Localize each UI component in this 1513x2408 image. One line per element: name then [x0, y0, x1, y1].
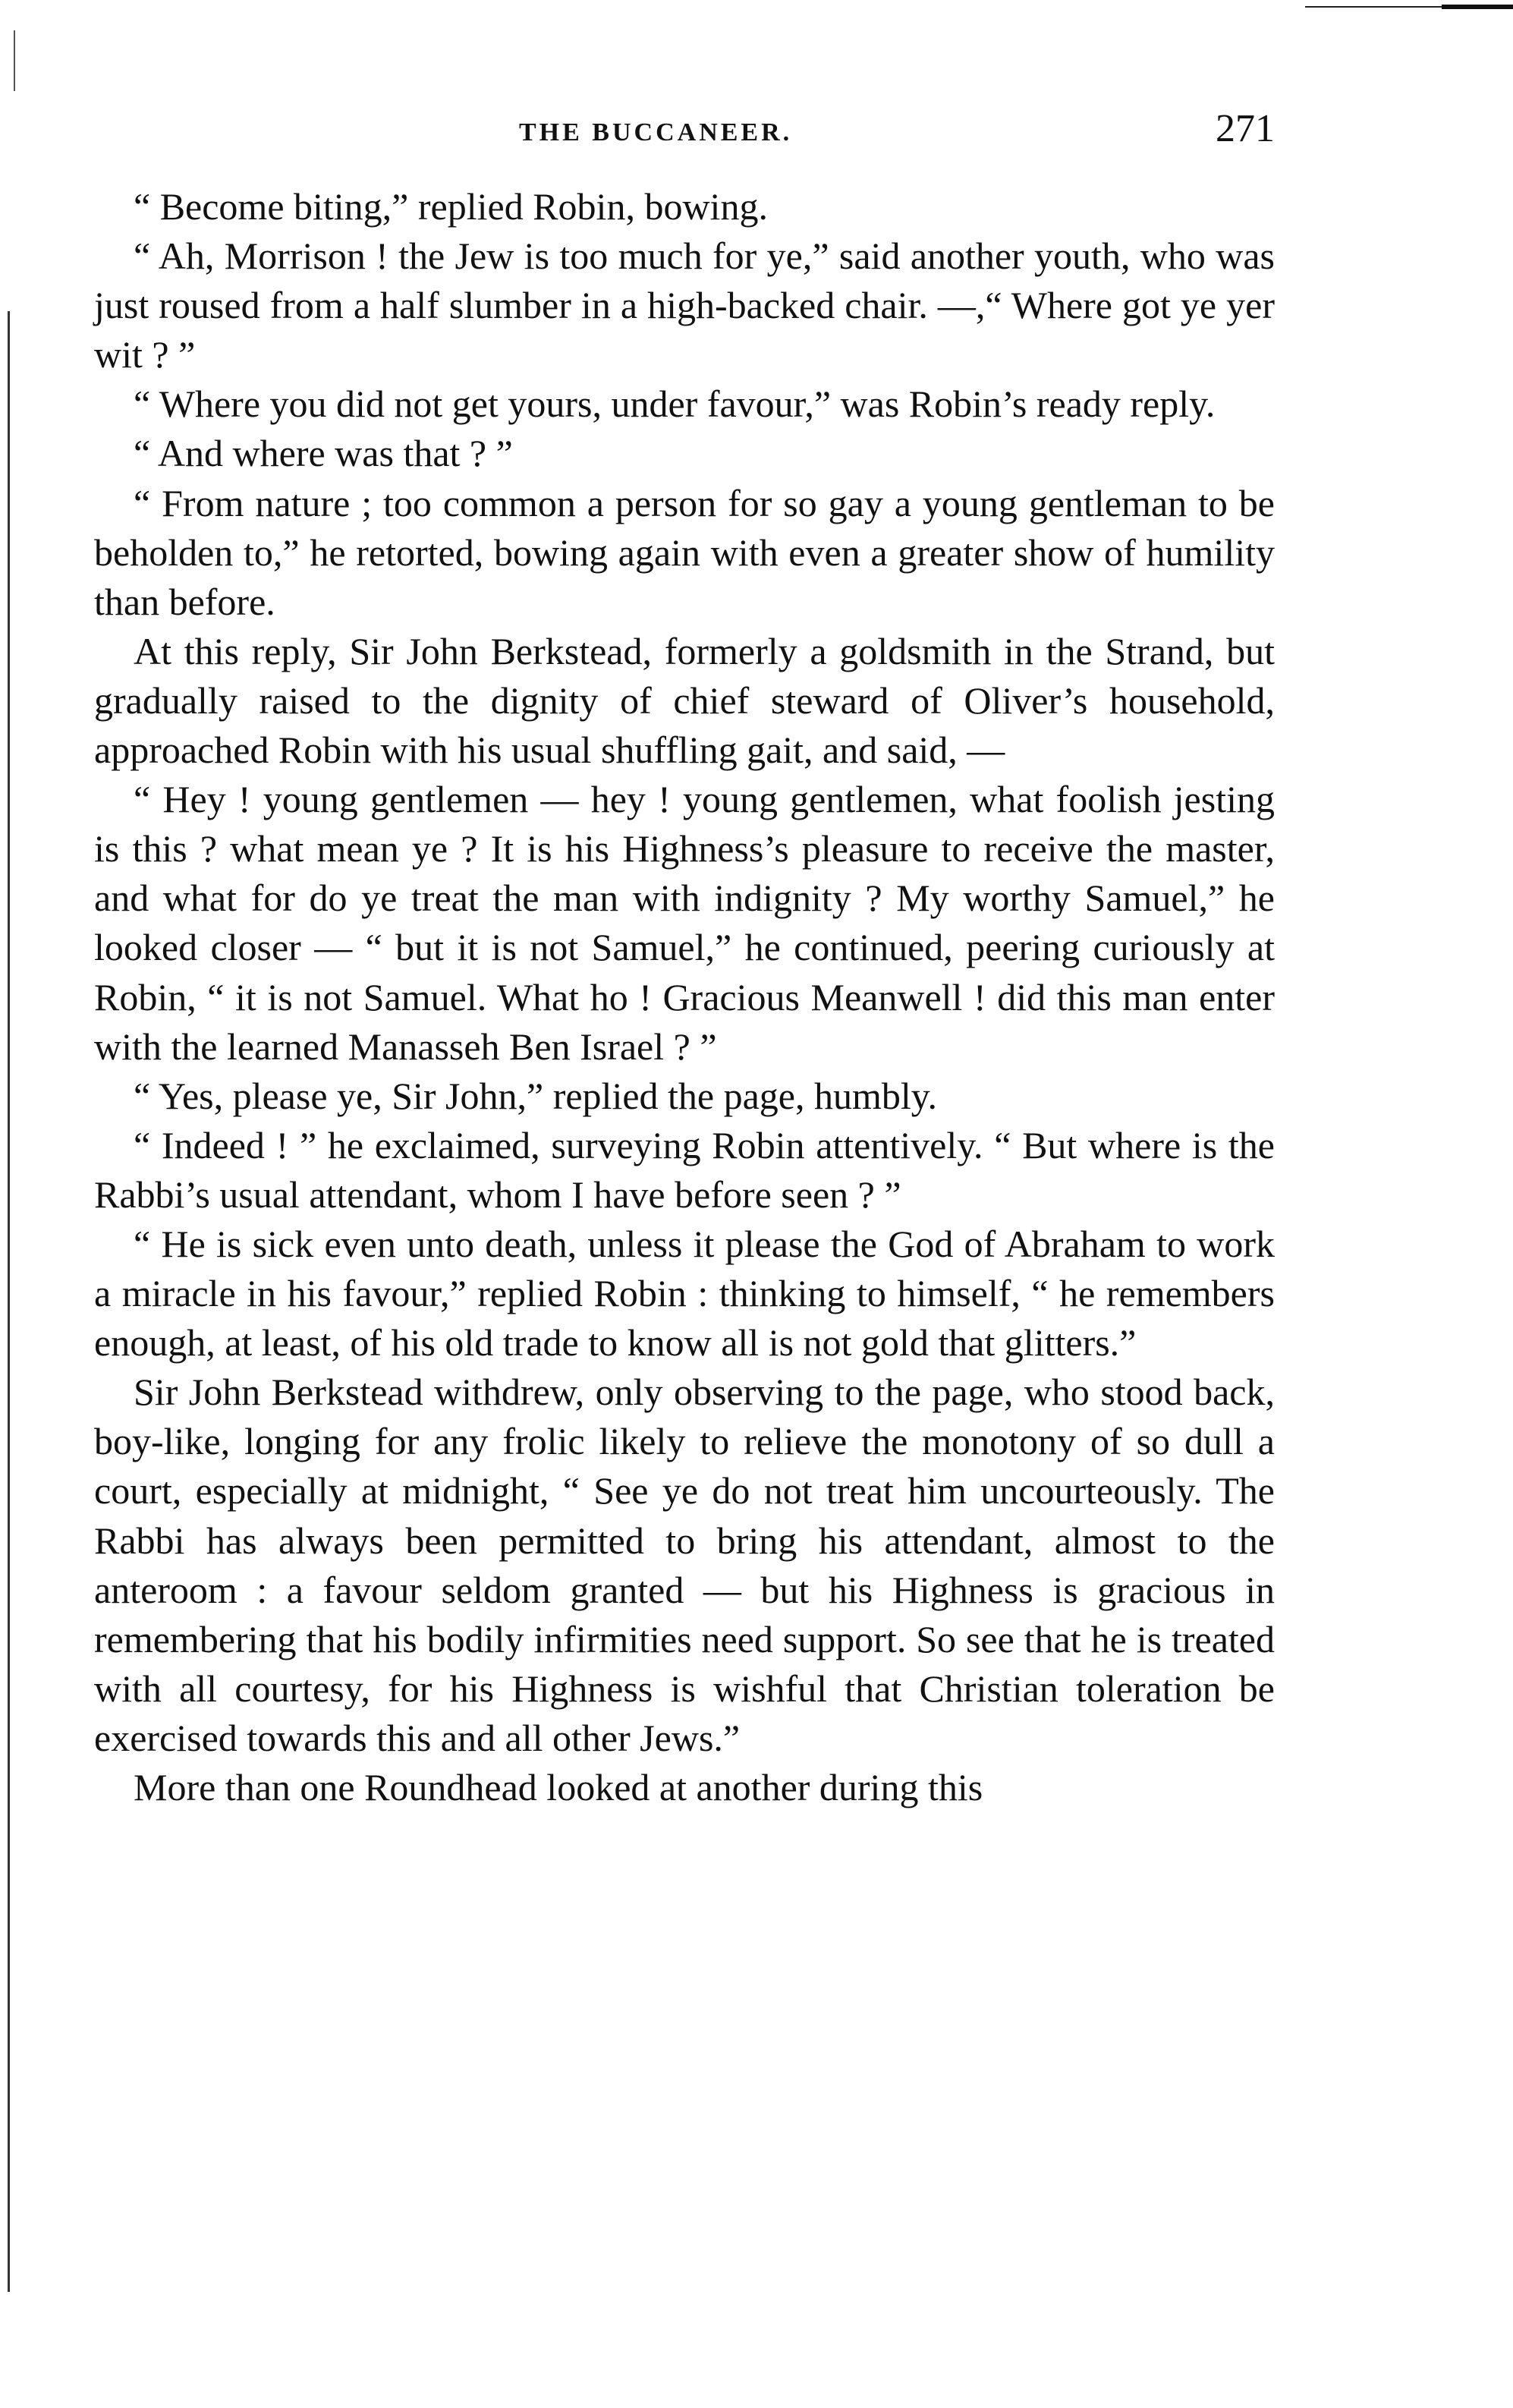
paragraph: “ Yes, please ye, Sir John,” replied the page, humbly.	[134, 1074, 938, 1117]
paragraph: More than one Roundhead looked at another during this	[134, 1766, 983, 1808]
running-title: THE BUCCANEER.	[519, 118, 793, 146]
body-text	[94, 182, 1275, 1812]
paragraph: “ Indeed ! ” he exclaimed, surveying Robin attentively. “ But where is the Rabbi’s usual attendant, whom I have before seen ? ”	[94, 1123, 1275, 1216]
paragraph: “ Where you did not get yours, under favour,” was Robin’s ready reply.	[134, 382, 1216, 426]
page-header	[94, 106, 1275, 167]
paragraph: “ From nature ; too common a person for so gay a young gentleman to be beholden to,” he retorted, bowing again with even a greater show of humility than before.	[94, 481, 1275, 623]
paragraph: “ Hey ! young gentlemen — hey ! young gentlemen, what foolish jesting is this ? what mean ye ? It is his Highness’s pleasure to receive the master, and what for do ye treat the man with indignity ? My worthy Samuel,” he looked closer — “ but it is not Samuel,” he continued, peering curiously at Robin, “ it is not Samuel. What ho ! Gracious Meanwell ! did this man enter with the learned Manasseh Ben Israel ? ”	[94, 778, 1275, 1068]
scan-margin-line	[8, 311, 10, 2292]
paragraph: “ And where was that ? ”	[134, 432, 513, 475]
paragraph: At this reply, Sir John Berkstead, formerly a goldsmith in the Strand, but gradually raised to the dignity of chief steward of Oliver’s household, approached Robin with his usual shuffling gait, and said, —	[94, 629, 1275, 772]
page-number: 271	[1216, 107, 1275, 150]
paragraph: “ Ah, Morrison ! the Jew is too much for ye,” said another youth, who was just roused from a half slumber in a high-backed chair. —,“ Where got ye yer wit ? ”	[94, 235, 1275, 376]
paragraph: “ Become biting,” replied Robin, bowing.	[134, 185, 768, 228]
paragraph: “ He is sick even unto death, unless it please the God of Abraham to work a miracle in his favour,” replied Robin : thinking to himself, “ he remembers enough, at least, of his old trade to know all is not gold that glitters.”	[94, 1222, 1275, 1365]
scan-edge-mark	[1442, 5, 1513, 9]
paragraph: Sir John Berkstead withdrew, only observing to the page, who stood back, boy-like, longing for any frolic likely to relieve the monotony of so dull a court, especially at midnight, “ See ye do not treat him uncourteously. The Rabbi has always been permitted to bring his attendant, almost to the anteroom : a favour seldom granted — but his Highness is gracious in remembering that his bodily infirmities need support. So see that he is treated with all courtesy, for his Highness is wishful that Christian toleration be exercised towards this and all other Jews.”	[94, 1371, 1275, 1759]
scan-margin-mark	[14, 30, 15, 91]
